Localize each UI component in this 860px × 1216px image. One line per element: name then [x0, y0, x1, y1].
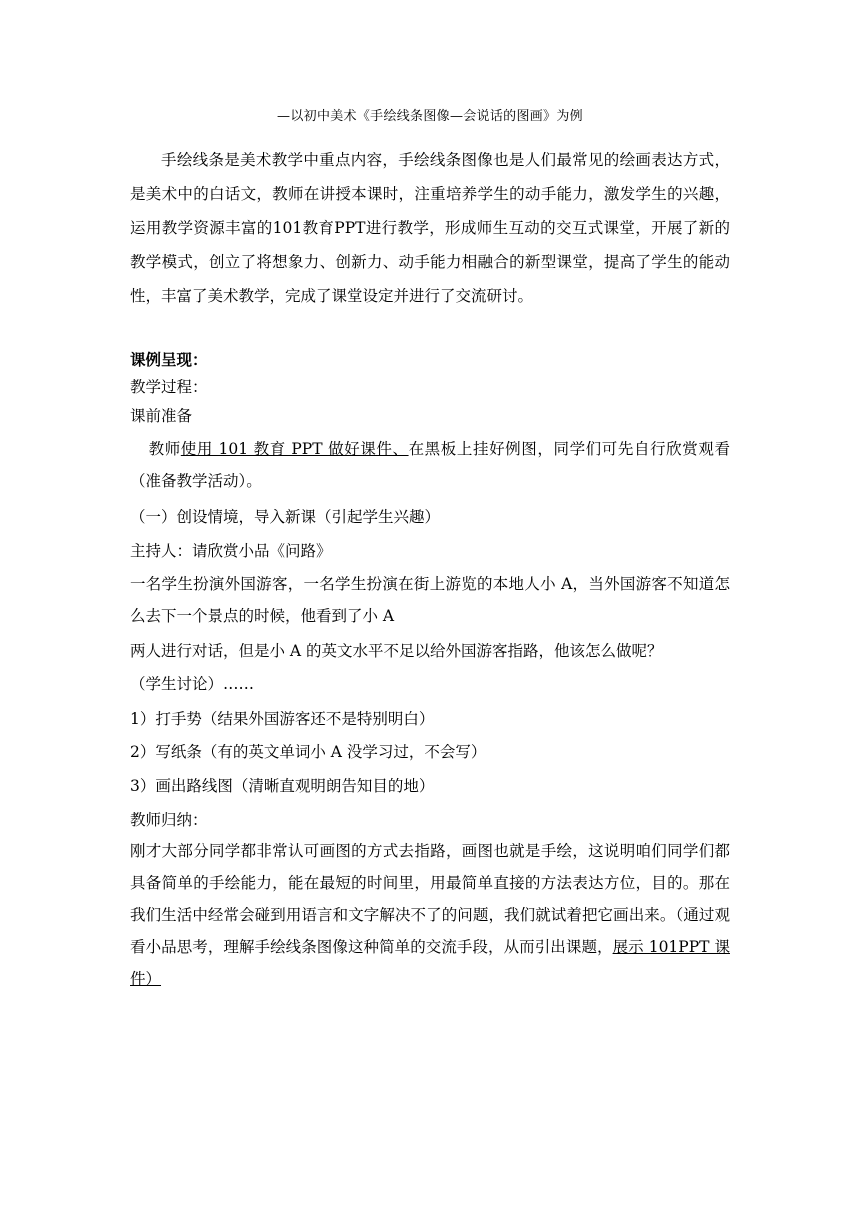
summary-text: 刚才大部分同学都非常认可画图的方式去指路，画图也就是手绘，这说明咱们同学们都具备简单的手绘能力，能在最短的时间里，用最简单直接的方法表达方位，目的。那在我们生活中经常会碰到用语言和文字解决不了的问题，我们就试着把它画出来。（通过观看小品思考，理解手绘线条图像这种简单的交流手段，从而引出课题，	[130, 842, 730, 956]
heading-prep: 课前准备	[130, 407, 193, 425]
prep-underlined-text: 使用 101 教育 PPT 做好课件、	[180, 440, 409, 458]
option-2: 2）写纸条（有的英文单词小 A 没学习过，不会写）	[130, 743, 487, 761]
section-heading-1: （一）创设情境，导入新课（引起学生兴趣）	[130, 508, 441, 526]
document-subtitle: —以初中美术《手绘线条图像—会说话的图画》为例	[277, 109, 583, 124]
story-paragraph: 一名学生扮演外国游客，一名学生扮演在街上游览的本地人小 A，当外国游客不知道怎么去下一个景点的时候，他看到了小 A	[130, 575, 730, 625]
heading-process: 教学过程：	[130, 378, 208, 396]
intro-paragraph: 手绘线条是美术教学中重点内容，手绘线条图像也是人们最常见的绘画表达方式，是美术中的白话文，教师在讲授本课时，注重培养学生的动手能力，激发学生的兴趣，运用教学资源丰富的101教育PPT进行教学，形成师生互动的交互式课堂，开展了新的教学模式，创立了将想象力、创新力、动手能力相融合的新型课堂，提高了学生的能动性，丰富了美术教学，完成了课堂设定并进行了交流研讨。	[130, 151, 730, 305]
option-1: 1）打手势（结果外国游客还不是特别明白）	[130, 710, 435, 728]
prep-paragraph	[130, 433, 730, 497]
discuss-line: （学生讨论）……	[130, 675, 255, 693]
summary-underlined-text: 展示 101PPT 课件）	[130, 938, 730, 988]
host-line: 主持人：请欣赏小品《问路》	[130, 542, 332, 560]
story-line-2: 两人进行对话，但是小 A 的英文水平不足以给外国游客指路，他该怎么做呢？	[130, 642, 663, 660]
prep-lead: 教师	[148, 440, 181, 458]
option-3: 3）画出路线图（清晰直观明朗告知目的地）	[130, 777, 435, 795]
summary-paragraph	[130, 835, 730, 995]
heading-case: 课例呈现：	[130, 350, 208, 369]
prep-rest: 在黑板上挂好例图，同学们可先自行欣赏观看（准备教学活动）。	[130, 440, 730, 490]
summary-label: 教师归纳：	[130, 811, 208, 829]
